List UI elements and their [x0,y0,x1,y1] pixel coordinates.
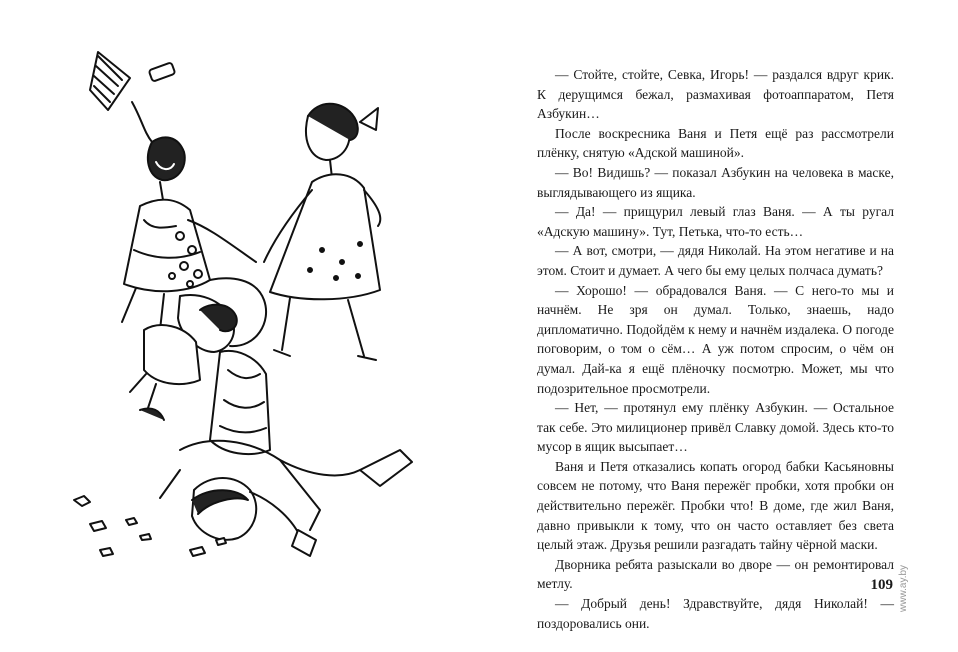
paragraph: Ваня и Петя отказались копать огород бабки Касьяновны совсем не потому, что Ваня пережёг пробки, хотя пробки он действительно пережёг. Пробки что! В доме, где жил Ваня, давно привыкли к тому, что он часто оставляет без света целый этаж. Друзья решили разгадать тайну чёрной маски. [537,458,894,553]
page-number: 109 [870,577,893,593]
paragraph: — Нет, — протянул ему плёнку Азбукин. — Остальное так себе. Это милиционер привёл Славку домой. Здесь кто-то мусор в ящик высыпает… [537,400,894,455]
paragraph: — Хорошо! — обрадовался Ваня. — С него-то мы и начнём. Не зря он думал. Только, знаешь, надо дипломатично. Подойдём к нему и начнём издалека. О погоде поговорим, о том о сём… А уж потом спросим, о чём он думал. Дай-ка я ещё плёночку посмотрю. Может, мы что подозрительное просмотрели. [537,282,894,396]
paragraph: — Добрый день! Здравствуйте, дядя Николай! — поздоровались они. [537,596,894,631]
paragraph: — Во! Видишь? — показал Азбукин на человека в маске, выглядывающего из ящика. [537,164,894,200]
text-page [537,65,894,633]
paragraph: Дворника ребята разыскали во дворе — он ремонтировал метлу. [537,556,894,592]
illustration-children-fighting [60,30,460,570]
watermark: www.ay.by [898,564,909,612]
paragraph: — Стойте, стойте, Севка, Игорь! — раздался вдруг крик. К дерущимся бежал, размахивая фотоаппаратом, Петя Азбукин… [537,67,894,122]
paragraph: — Да! — прищурил левый глаз Ваня. — А ты ругал «Адскую машину». Тут, Петька, что-то есть… [537,204,894,239]
paragraph: После воскресника Ваня и Петя ещё раз рассмотрели плёнку, снятую «Адской машиной». [537,125,894,161]
paragraph: — А вот, смотри, — дядя Николай. На этом негативе и на этом. Стоит и думает. А чего бы ему целых полчаса думать? [537,243,894,278]
